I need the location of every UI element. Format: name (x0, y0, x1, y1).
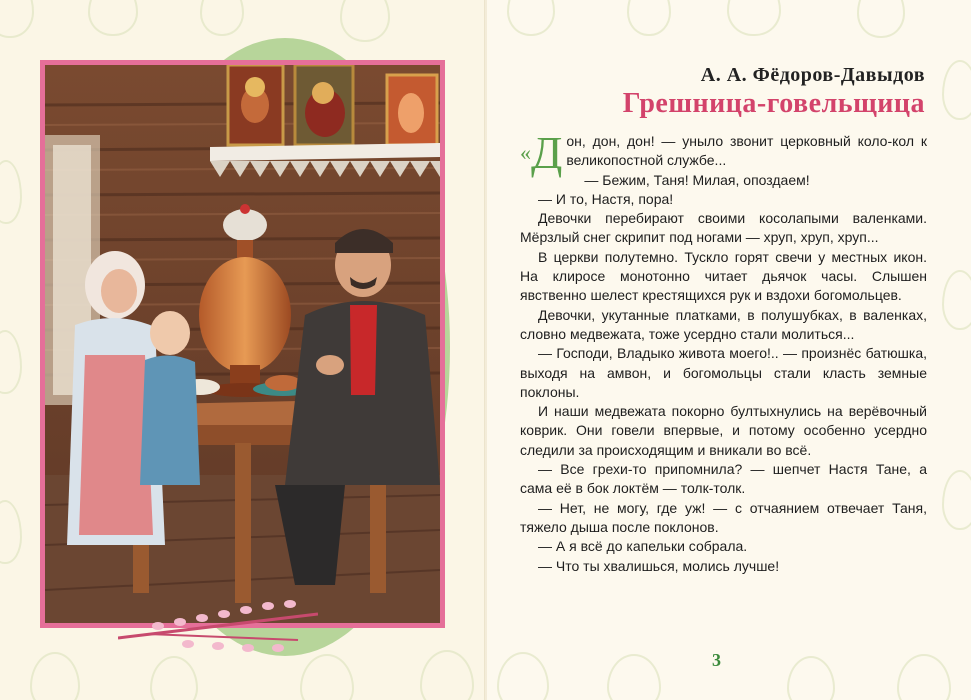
easter-egg-ornament (420, 650, 474, 700)
easter-egg-ornament (607, 654, 661, 700)
paragraph: — А я всё до капельки собрала. (538, 538, 748, 555)
easter-egg-ornament (727, 0, 781, 36)
easter-egg-ornament (200, 0, 244, 36)
story-title: Грешница-говельщица (622, 88, 925, 119)
easter-egg-ornament (0, 0, 34, 38)
paragraph: В церкви полутемно. Тускло горят свечи у местных икон. На клиросе монотонно читает дьячок часы. Слышен явственно шелест крестящихся рук и вздохи богомольцев. (520, 248, 927, 304)
author-name: А. А. Фёдоров-Давыдов (700, 64, 925, 86)
paragraph: — Нет, не могу, где уж! — с отчаянием отвечает Таня, тяжело дыша после поклонов. (520, 499, 927, 535)
easter-egg-ornament (300, 654, 354, 700)
paragraph: — Бежим, Таня! Милая, опоздаем! (584, 171, 810, 188)
drop-cap-letter: Д (531, 127, 563, 178)
paragraph: — Что ты хвалишься, молись лучше! (538, 557, 780, 574)
easter-egg-ornament (942, 270, 971, 330)
easter-egg-ornament (897, 654, 951, 700)
easter-egg-ornament (942, 60, 971, 120)
easter-egg-ornament (0, 160, 22, 224)
paragraph: Девочки перебирают своими косолапыми валенками. Мёрзлый снег скрипит под ногами — хруп, хруп, хруп... (520, 210, 927, 246)
illustration (45, 65, 440, 623)
paragraph: — И то, Настя, пора! (538, 190, 674, 207)
easter-egg-ornament (507, 0, 555, 36)
easter-egg-ornament (942, 470, 971, 530)
drop-cap-quote: « (520, 140, 531, 165)
paragraph: — Все грехи-то припомнила? — шепчет Настя Тане, а сама её в бок локтём — толк-толк. (520, 461, 927, 497)
easter-egg-ornament (150, 656, 198, 700)
story-text (520, 127, 927, 576)
paragraph: Девочки, укутанные платками, в полушубках, в валенках, словно медвежата, тоже усердно стали молиться... (520, 306, 927, 342)
left-page (0, 0, 485, 700)
easter-egg-ornament (497, 652, 549, 700)
tea-table-painting (45, 65, 440, 623)
easter-egg-ornament (857, 0, 905, 38)
pussy-willow-branch (118, 596, 318, 656)
easter-egg-ornament (787, 656, 835, 700)
easter-egg-ornament (627, 0, 671, 36)
page-number: 3 (712, 650, 721, 670)
drop-cap (520, 127, 563, 178)
easter-egg-ornament (0, 330, 22, 394)
easter-egg-ornament (88, 0, 138, 36)
paragraph: И наши медвежата покорно бултыхнулись на верёвочный коврик. Они говели впервые, и потому особенно усердно следили за происходящим и вникали во всё. (520, 403, 927, 458)
easter-egg-ornament (0, 500, 22, 564)
paragraph-text: он, дон, дон! — уныло звонит церковный коло-кол к великопостной службе... (566, 133, 927, 169)
paragraph: — Господи, Владыко живота моего!.. — произнёс батюшка, выходя на амвон, и богомольцы стали класть земные поклоны. (520, 345, 927, 400)
first-paragraph (520, 127, 927, 178)
easter-egg-ornament (340, 0, 390, 42)
easter-egg-ornament (30, 652, 80, 700)
